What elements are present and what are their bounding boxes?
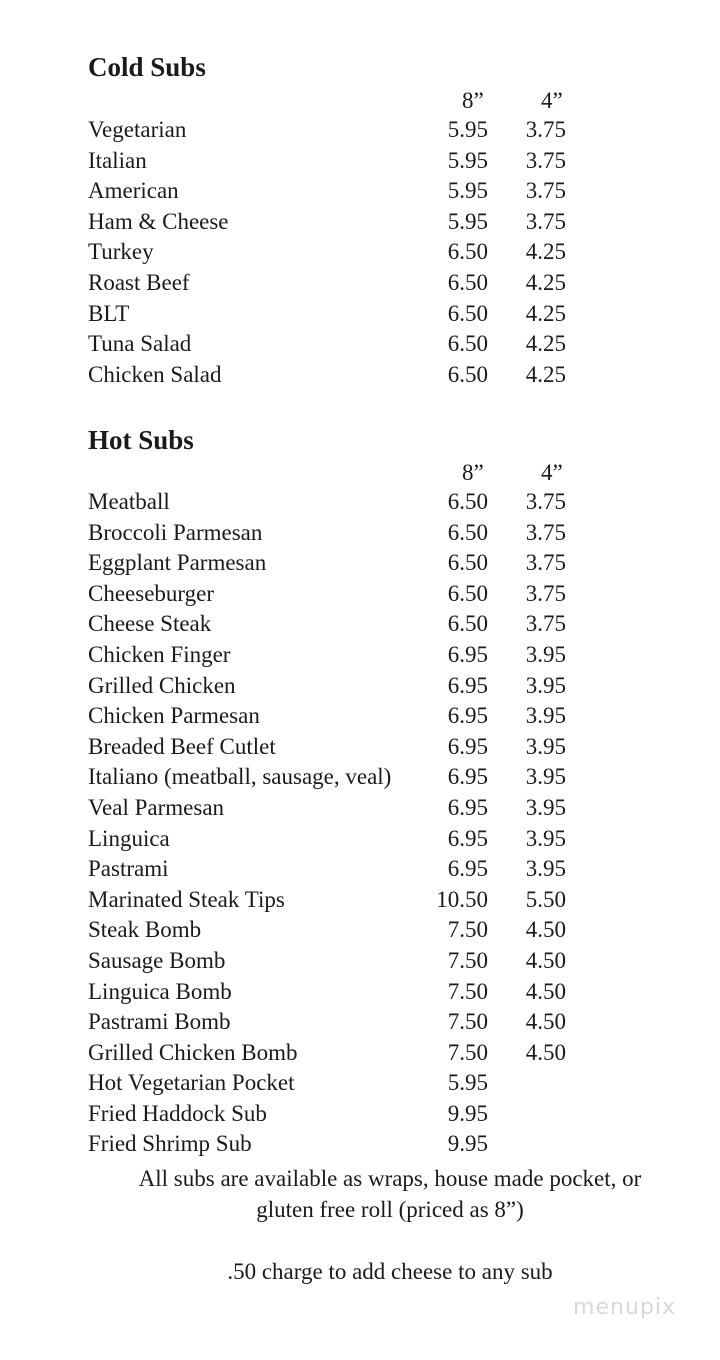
menu-item-row <box>88 1129 608 1160</box>
price-8-inch: 9.95 <box>447 1100 488 1126</box>
price-8-inch: 6.95 <box>447 733 488 759</box>
hot-size-8-header: 8” <box>462 460 484 485</box>
menu-item-name: Roast Beef <box>88 269 190 295</box>
menu-item-name: Italian <box>88 147 147 173</box>
wraps-note-line-2: gluten free roll (priced as 8”) <box>256 1197 524 1222</box>
menu-item-name: BLT <box>88 300 130 326</box>
price-4-inch: 4.50 <box>525 978 566 1004</box>
price-8-inch: 7.50 <box>447 1039 488 1065</box>
price-8-inch: 6.50 <box>447 331 488 357</box>
menu-item-row <box>88 915 608 946</box>
price-4-inch: 3.75 <box>525 208 566 234</box>
menu-item-row <box>88 299 608 330</box>
price-4-inch: 3.95 <box>525 733 566 759</box>
menu-item-name: Vegetarian <box>88 117 187 142</box>
watermark-logo: menupix <box>573 1295 676 1320</box>
price-8-inch: 5.95 <box>447 117 488 142</box>
price-4-inch: 3.75 <box>525 580 566 606</box>
menu-item-name: Chicken Parmesan <box>88 703 260 729</box>
price-8-inch: 7.50 <box>447 1009 488 1035</box>
menu-item-row <box>88 518 608 549</box>
menu-item-row <box>88 824 608 855</box>
menu-item-name: Pastrami Bomb <box>88 1009 231 1035</box>
menu-item-name: Breaded Beef Cutlet <box>88 733 276 759</box>
price-4-inch: 3.75 <box>525 178 566 204</box>
menu-item-row <box>88 732 608 763</box>
price-4-inch: 3.95 <box>525 856 566 882</box>
price-8-inch: 6.50 <box>447 519 488 545</box>
cold-subs-list <box>88 115 608 390</box>
price-8-inch: 6.50 <box>447 361 488 387</box>
price-8-inch: 6.95 <box>447 764 488 790</box>
price-4-inch: 3.75 <box>525 147 566 173</box>
menu-item-name: Chicken Finger <box>88 641 231 667</box>
menu-item-name: Grilled Chicken <box>88 672 236 698</box>
price-4-inch: 3.75 <box>525 519 566 545</box>
menu-item-name: American <box>88 178 179 204</box>
wraps-note-line-1: All subs are available as wraps, house made pocket, or <box>138 1166 642 1191</box>
menu-item-row <box>88 360 608 391</box>
menu-item-row <box>88 977 608 1008</box>
price-4-inch: 3.75 <box>525 550 566 576</box>
price-8-inch: 7.50 <box>447 978 488 1004</box>
price-4-inch: 4.50 <box>525 947 566 973</box>
price-8-inch: 6.50 <box>447 550 488 576</box>
cold-size-8-header: 8” <box>462 88 484 113</box>
price-8-inch: 6.95 <box>447 703 488 729</box>
menu-item-row <box>88 885 608 916</box>
price-8-inch: 6.95 <box>447 856 488 882</box>
cold-size-4-header: 4” <box>541 88 563 113</box>
price-8-inch: 6.95 <box>447 672 488 698</box>
price-4-inch: 3.75 <box>525 489 566 514</box>
cheese-charge-note: .50 charge to add cheese to any sub <box>227 1259 553 1284</box>
price-8-inch: 5.95 <box>447 147 488 173</box>
menu-item-row <box>88 268 608 299</box>
menu-item-name: Sausage Bomb <box>88 947 226 973</box>
hot-subs-title: Hot Subs <box>88 425 194 455</box>
menu-item-name: Ham & Cheese <box>88 208 229 234</box>
price-8-inch: 6.50 <box>447 580 488 606</box>
menu-item-row <box>88 640 608 671</box>
menu-item-row <box>88 237 608 268</box>
menu-item-row <box>88 854 608 885</box>
menu-item-name: Meatball <box>88 489 170 514</box>
hot-size-4-header: 4” <box>541 460 563 485</box>
menu-item-name: Cheese Steak <box>88 611 212 637</box>
price-4-inch: 3.95 <box>525 703 566 729</box>
price-8-inch: 5.95 <box>447 1070 488 1096</box>
price-4-inch: 4.25 <box>525 361 566 387</box>
price-4-inch: 3.95 <box>525 794 566 820</box>
hot-subs-list <box>88 487 608 1160</box>
menu-item-row <box>88 207 608 238</box>
price-8-inch: 10.50 <box>436 886 488 912</box>
price-8-inch: 9.95 <box>447 1131 488 1157</box>
menu-item-row <box>88 701 608 732</box>
price-4-inch: 3.95 <box>525 641 566 667</box>
menu-item-row <box>88 146 608 177</box>
menu-item-name: Chicken Salad <box>88 361 222 387</box>
price-4-inch: 5.50 <box>525 886 566 912</box>
price-8-inch: 5.95 <box>447 208 488 234</box>
menu-item-name: Fried Haddock Sub <box>88 1100 267 1126</box>
menu-item-row <box>88 671 608 702</box>
menu-item-row <box>88 946 608 977</box>
menu-item-row <box>88 609 608 640</box>
menu-item-row <box>88 176 608 207</box>
price-4-inch: 4.25 <box>525 300 566 326</box>
menu-item-name: Linguica <box>88 825 170 851</box>
cold-subs-title: Cold Subs <box>88 52 206 82</box>
menu-item-name: Hot Vegetarian Pocket <box>88 1070 295 1096</box>
price-8-inch: 6.50 <box>447 269 488 295</box>
menu-item-row <box>88 1007 608 1038</box>
price-8-inch: 6.50 <box>447 239 488 265</box>
price-4-inch: 4.50 <box>525 917 566 943</box>
price-8-inch: 7.50 <box>447 947 488 973</box>
menu-item-name: Italiano (meatball, sausage, veal) <box>88 764 392 790</box>
menu-item-row <box>88 1038 608 1069</box>
price-4-inch: 4.25 <box>525 331 566 357</box>
menu-item-row <box>88 579 608 610</box>
price-8-inch: 6.50 <box>447 489 488 514</box>
price-8-inch: 6.95 <box>447 641 488 667</box>
menu-item-row <box>88 1068 608 1099</box>
menu-item-name: Fried Shrimp Sub <box>88 1131 252 1157</box>
menu-item-row <box>88 762 608 793</box>
price-4-inch: 3.95 <box>525 825 566 851</box>
menu-item-row <box>88 1099 608 1130</box>
menu-item-name: Veal Parmesan <box>88 794 225 820</box>
menu-item-name: Eggplant Parmesan <box>88 550 267 576</box>
menu-item-row <box>88 793 608 824</box>
menu-item-name: Broccoli Parmesan <box>88 519 263 545</box>
price-4-inch: 3.95 <box>525 764 566 790</box>
price-8-inch: 5.95 <box>447 178 488 204</box>
menu-item-name: Grilled Chicken Bomb <box>88 1039 298 1065</box>
price-4-inch: 3.75 <box>525 117 566 142</box>
price-4-inch: 3.75 <box>525 611 566 637</box>
price-8-inch: 6.95 <box>447 825 488 851</box>
price-4-inch: 4.25 <box>525 239 566 265</box>
menu-item-name: Linguica Bomb <box>88 978 232 1004</box>
price-4-inch: 4.50 <box>525 1039 566 1065</box>
price-4-inch: 4.50 <box>525 1009 566 1035</box>
price-8-inch: 6.95 <box>447 794 488 820</box>
price-8-inch: 7.50 <box>447 917 488 943</box>
price-4-inch: 3.95 <box>525 672 566 698</box>
menu-item-name: Marinated Steak Tips <box>88 886 285 912</box>
menu-item-row <box>88 548 608 579</box>
menu-item-name: Turkey <box>88 239 154 265</box>
menu-item-name: Pastrami <box>88 856 169 882</box>
menu-item-name: Cheeseburger <box>88 580 215 606</box>
menu-item-name: Tuna Salad <box>88 331 192 357</box>
menu-item-name: Steak Bomb <box>88 917 202 943</box>
price-8-inch: 6.50 <box>447 300 488 326</box>
menu-item-row <box>88 115 608 146</box>
menu-item-row <box>88 487 608 518</box>
menu-item-row <box>88 329 608 360</box>
price-8-inch: 6.50 <box>447 611 488 637</box>
price-4-inch: 4.25 <box>525 269 566 295</box>
